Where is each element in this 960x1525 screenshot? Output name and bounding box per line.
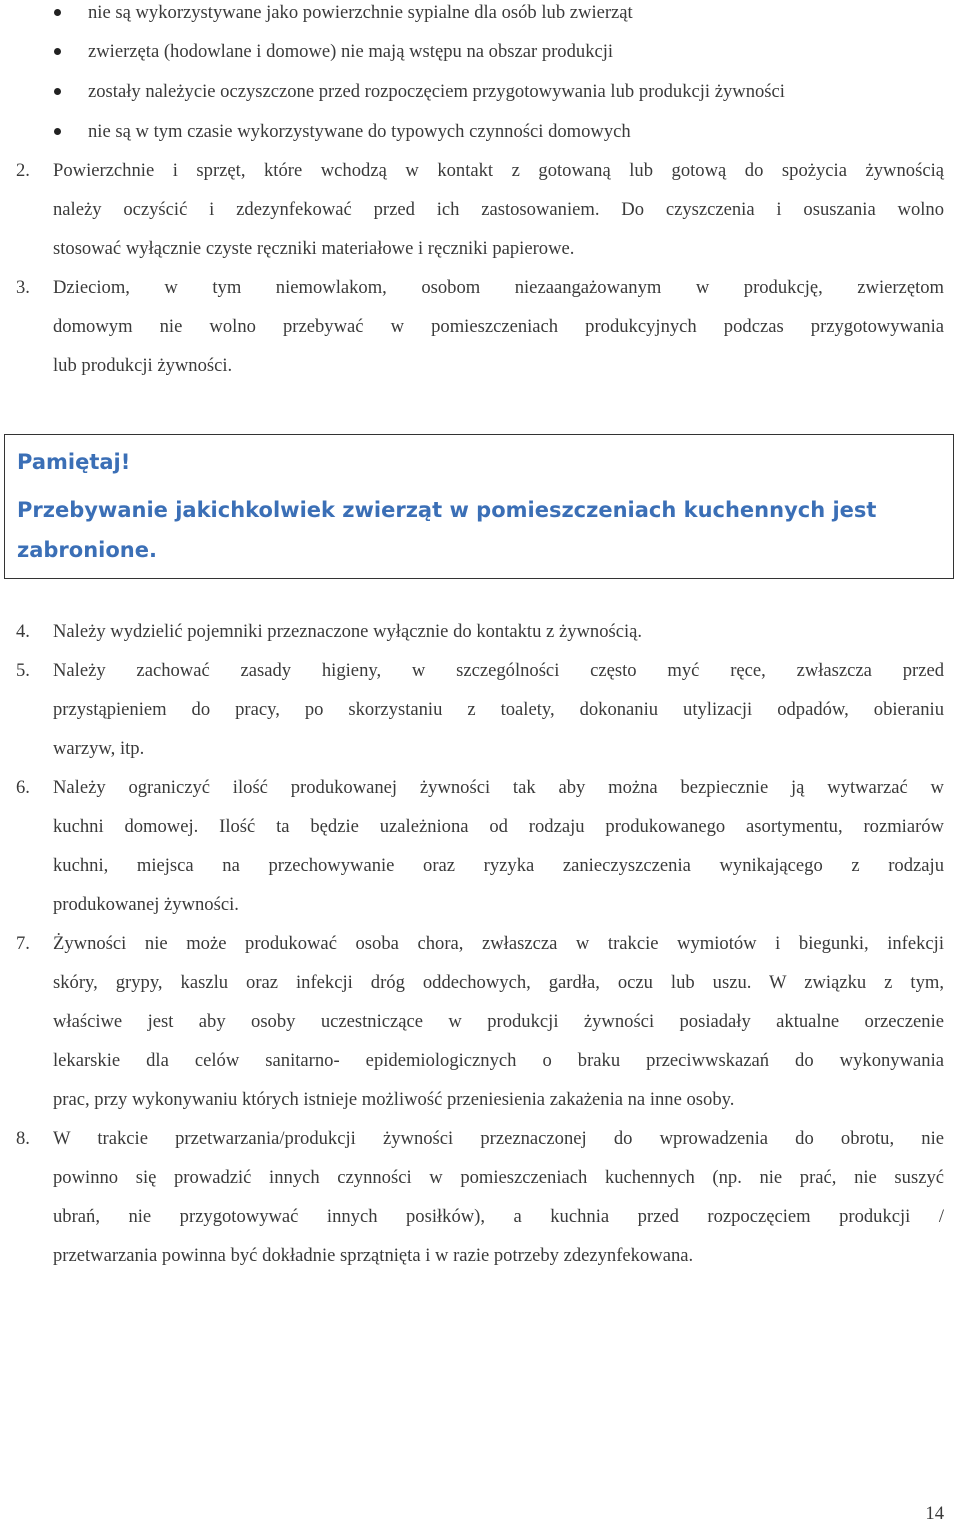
- notice-box: [4, 434, 954, 579]
- bullet-dot-icon: [54, 128, 61, 135]
- item-line: prac, przy wykonywaniu których istnieje możliwość przeniesienia zakażenia na inne osoby.: [53, 1089, 735, 1110]
- item-line: przystąpieniem do pracy, po skorzystaniu z toalety, dokonaniu utylizacji odpadów, obieraniu: [53, 699, 944, 720]
- item-line: lub produkcji żywności.: [53, 355, 233, 376]
- list-item: [53, 651, 944, 768]
- item-number: 7.: [16, 933, 30, 954]
- item-line: skóry, grypy, kaszlu oraz infekcji dróg oddechowych, gardła, oczu lub uszu. W związku z tym,: [53, 972, 944, 993]
- list-item: [53, 151, 944, 268]
- item-number: 5.: [16, 660, 30, 681]
- item-line: Należy zachować zasady higieny, w szczególności często myć ręce, zwłaszcza przed: [53, 660, 944, 681]
- item-line: lekarskie dla celów sanitarno- epidemiologicznych o braku przeciwwskazań do wykonywania: [53, 1050, 944, 1071]
- item-line: W trakcie przetwarzania/produkcji żywności przeznaczonej do wprowadzenia do obrotu, nie: [53, 1128, 944, 1149]
- item-number: 8.: [16, 1128, 30, 1149]
- item-line: kuchni, miejsca na przechowywanie oraz ryzyka zanieczyszczenia wynikającego z rodzaju: [53, 855, 944, 876]
- item-line: Powierzchnie i sprzęt, które wchodzą w kontakt z gotowaną lub gotową do spożycia żywnością: [53, 160, 944, 181]
- notice-text: Przebywanie jakichkolwiek zwierząt w pomieszczeniach kuchennych jest zabronione.: [17, 498, 877, 562]
- list-item: [53, 924, 944, 1119]
- item-line: Należy wydzielić pojemniki przeznaczone wyłącznie do kontaktu z żywnością.: [53, 621, 643, 642]
- item-line: domowym nie wolno przebywać w pomieszczeniach produkcyjnych podczas przygotowywania: [53, 316, 944, 337]
- page-number: 14: [925, 1503, 944, 1524]
- item-line: warzyw, itp.: [53, 738, 145, 759]
- bullet-item: [88, 120, 631, 144]
- bullet-text: nie są w tym czasie wykorzystywane do typowych czynności domowych: [88, 121, 631, 142]
- item-line: produkowanej żywności.: [53, 894, 239, 915]
- item-number: 3.: [16, 277, 30, 298]
- bullet-dot-icon: [54, 9, 61, 16]
- item-line: właściwe jest aby osoby uczestniczące w produkcji żywności posiadały aktualne orzeczenie: [53, 1011, 944, 1032]
- item-line: powinno się prowadzić innych czynności w pomieszczeniach kuchennych (np. nie prać, nie suszyć: [53, 1167, 944, 1188]
- item-line: Należy ograniczyć ilość produkowanej żywności tak aby można bezpiecznie ją wytwarzać w: [53, 777, 944, 798]
- list-item: [53, 768, 944, 924]
- item-number: 2.: [16, 160, 30, 181]
- item-line: kuchni domowej. Ilość ta będzie uzależniona od rodzaju produkowanego asortymentu, rozmiarów: [53, 816, 944, 837]
- item-line: Dzieciom, w tym niemowlakom, osobom niezaangażowanym w produkcję, zwierzętom: [53, 277, 944, 298]
- bullet-dot-icon: [54, 48, 61, 55]
- notice-title: Pamiętaj!: [17, 450, 131, 474]
- item-line: należy oczyścić i zdezynfekować przed ich zastosowaniem. Do czyszczenia i osuszania wolno: [53, 199, 944, 220]
- bullet-item: [88, 1, 633, 25]
- item-number: 4.: [16, 621, 30, 642]
- bullet-dot-icon: [54, 88, 61, 95]
- bullet-text: nie są wykorzystywane jako powierzchnie sypialne dla osób lub zwierząt: [88, 2, 633, 23]
- bullet-text: zostały należycie oczyszczone przed rozpoczęciem przygotowywania lub produkcji żywności: [88, 81, 785, 102]
- bullet-item: [88, 40, 613, 64]
- item-line: przetwarzania powinna być dokładnie sprzątnięta i w razie potrzeby zdezynfekowana.: [53, 1245, 694, 1266]
- list-item: [53, 612, 944, 651]
- bullet-text: zwierzęta (hodowlane i domowe) nie mają wstępu na obszar produkcji: [88, 41, 614, 62]
- item-line: stosować wyłącznie czyste ręczniki materiałowe i ręczniki papierowe.: [53, 238, 575, 259]
- item-number: 6.: [16, 777, 30, 798]
- item-line: Żywności nie może produkować osoba chora, zwłaszcza w trakcie wymiotów i biegunki, infekcji: [53, 933, 944, 954]
- list-item: [53, 268, 944, 385]
- bullet-item: [88, 80, 785, 104]
- list-item: [53, 1119, 944, 1275]
- item-line: ubrań, nie przygotowywać innych posiłków), a kuchnia przed rozpoczęciem produkcji /: [53, 1206, 944, 1227]
